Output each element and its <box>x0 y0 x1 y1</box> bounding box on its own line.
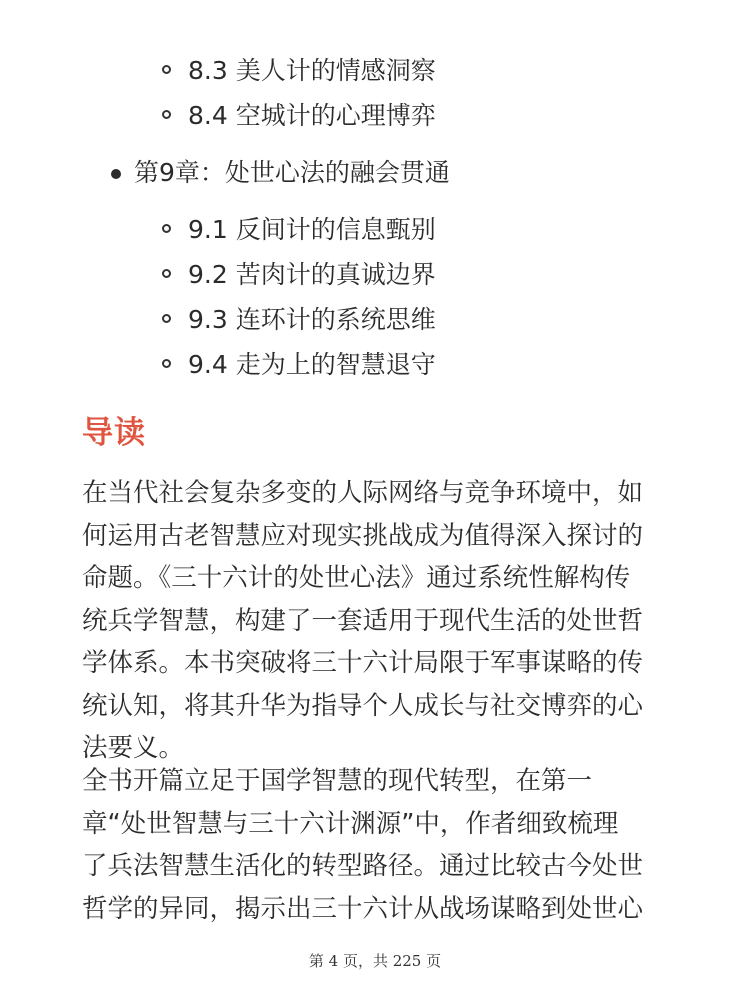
toc-item-label: 8.3 美人计的情感洞察 <box>188 56 436 85</box>
paragraph-line: 在当代社会复杂多变的人际网络与竞争环境中，如 <box>82 478 644 508</box>
toc-chapter-9 <box>0 149 750 197</box>
paragraph-line: 命题。《三十六计的处世心法》通过系统性解构传 <box>82 563 631 593</box>
toc-item-9-1 <box>0 207 750 252</box>
section-heading-intro: 导读 <box>82 415 146 451</box>
paragraph-line: 了兵法智慧生活化的转型路径。通过比较古今处世 <box>82 851 644 881</box>
toc-item-9-3 <box>0 297 750 342</box>
paragraph-line: 何运用古老智慧应对现实挑战成为值得深入探讨的 <box>82 520 644 551</box>
paragraph-line: 章“处世智慧与三十六计渊源”中，作者细致梳理 <box>82 808 619 839</box>
toc-item-9-4 <box>0 342 750 387</box>
circle-bullet-icon <box>162 314 171 323</box>
toc-item-label: 9.4 走为上的智慧退守 <box>188 350 436 379</box>
toc-item-9-2 <box>0 252 750 297</box>
paragraph-line: 全书开篇立足于国学智慧的现代转型，在第一 <box>82 766 593 796</box>
toc-item-label: 9.1 反间计的信息甄别 <box>188 215 436 244</box>
toc-item-label: 9.3 连环计的系统思维 <box>188 305 436 334</box>
toc-item-8-3 <box>0 48 750 93</box>
paragraph-line: 学体系。本书突破将三十六计局限于军事谋略的传 <box>82 648 644 678</box>
toc-item-label: 8.4 空城计的心理博弈 <box>188 101 436 130</box>
paragraph-line: 统兵学智慧，构建了一套适用于现代生活的处世哲 <box>82 605 644 636</box>
circle-bullet-icon <box>162 359 171 368</box>
toc-item-label: 9.2 苦肉计的真诚边界 <box>188 260 436 289</box>
paragraph-line: 统认知，将其升华为指导个人成长与社交博弈的心 <box>82 690 644 721</box>
paragraph-line: 法要义。 <box>82 733 185 763</box>
toc-chapter-label: 第9章：处世心法的融会贯通 <box>134 158 450 187</box>
table-of-contents <box>0 48 750 387</box>
intro-paragraph-1 <box>82 472 672 770</box>
circle-bullet-icon <box>162 110 171 119</box>
toc-item-8-4 <box>0 93 750 138</box>
paragraph-line: 哲学的异同，揭示出三十六计从战场谋略到处世心 <box>82 893 644 924</box>
circle-bullet-icon <box>162 65 171 74</box>
intro-paragraph-2 <box>82 760 672 930</box>
page-number-footer: 第 4 页，共 225 页 <box>308 952 442 970</box>
circle-bullet-icon <box>162 269 171 278</box>
circle-bullet-icon <box>162 224 171 233</box>
disc-bullet-icon <box>111 169 121 179</box>
